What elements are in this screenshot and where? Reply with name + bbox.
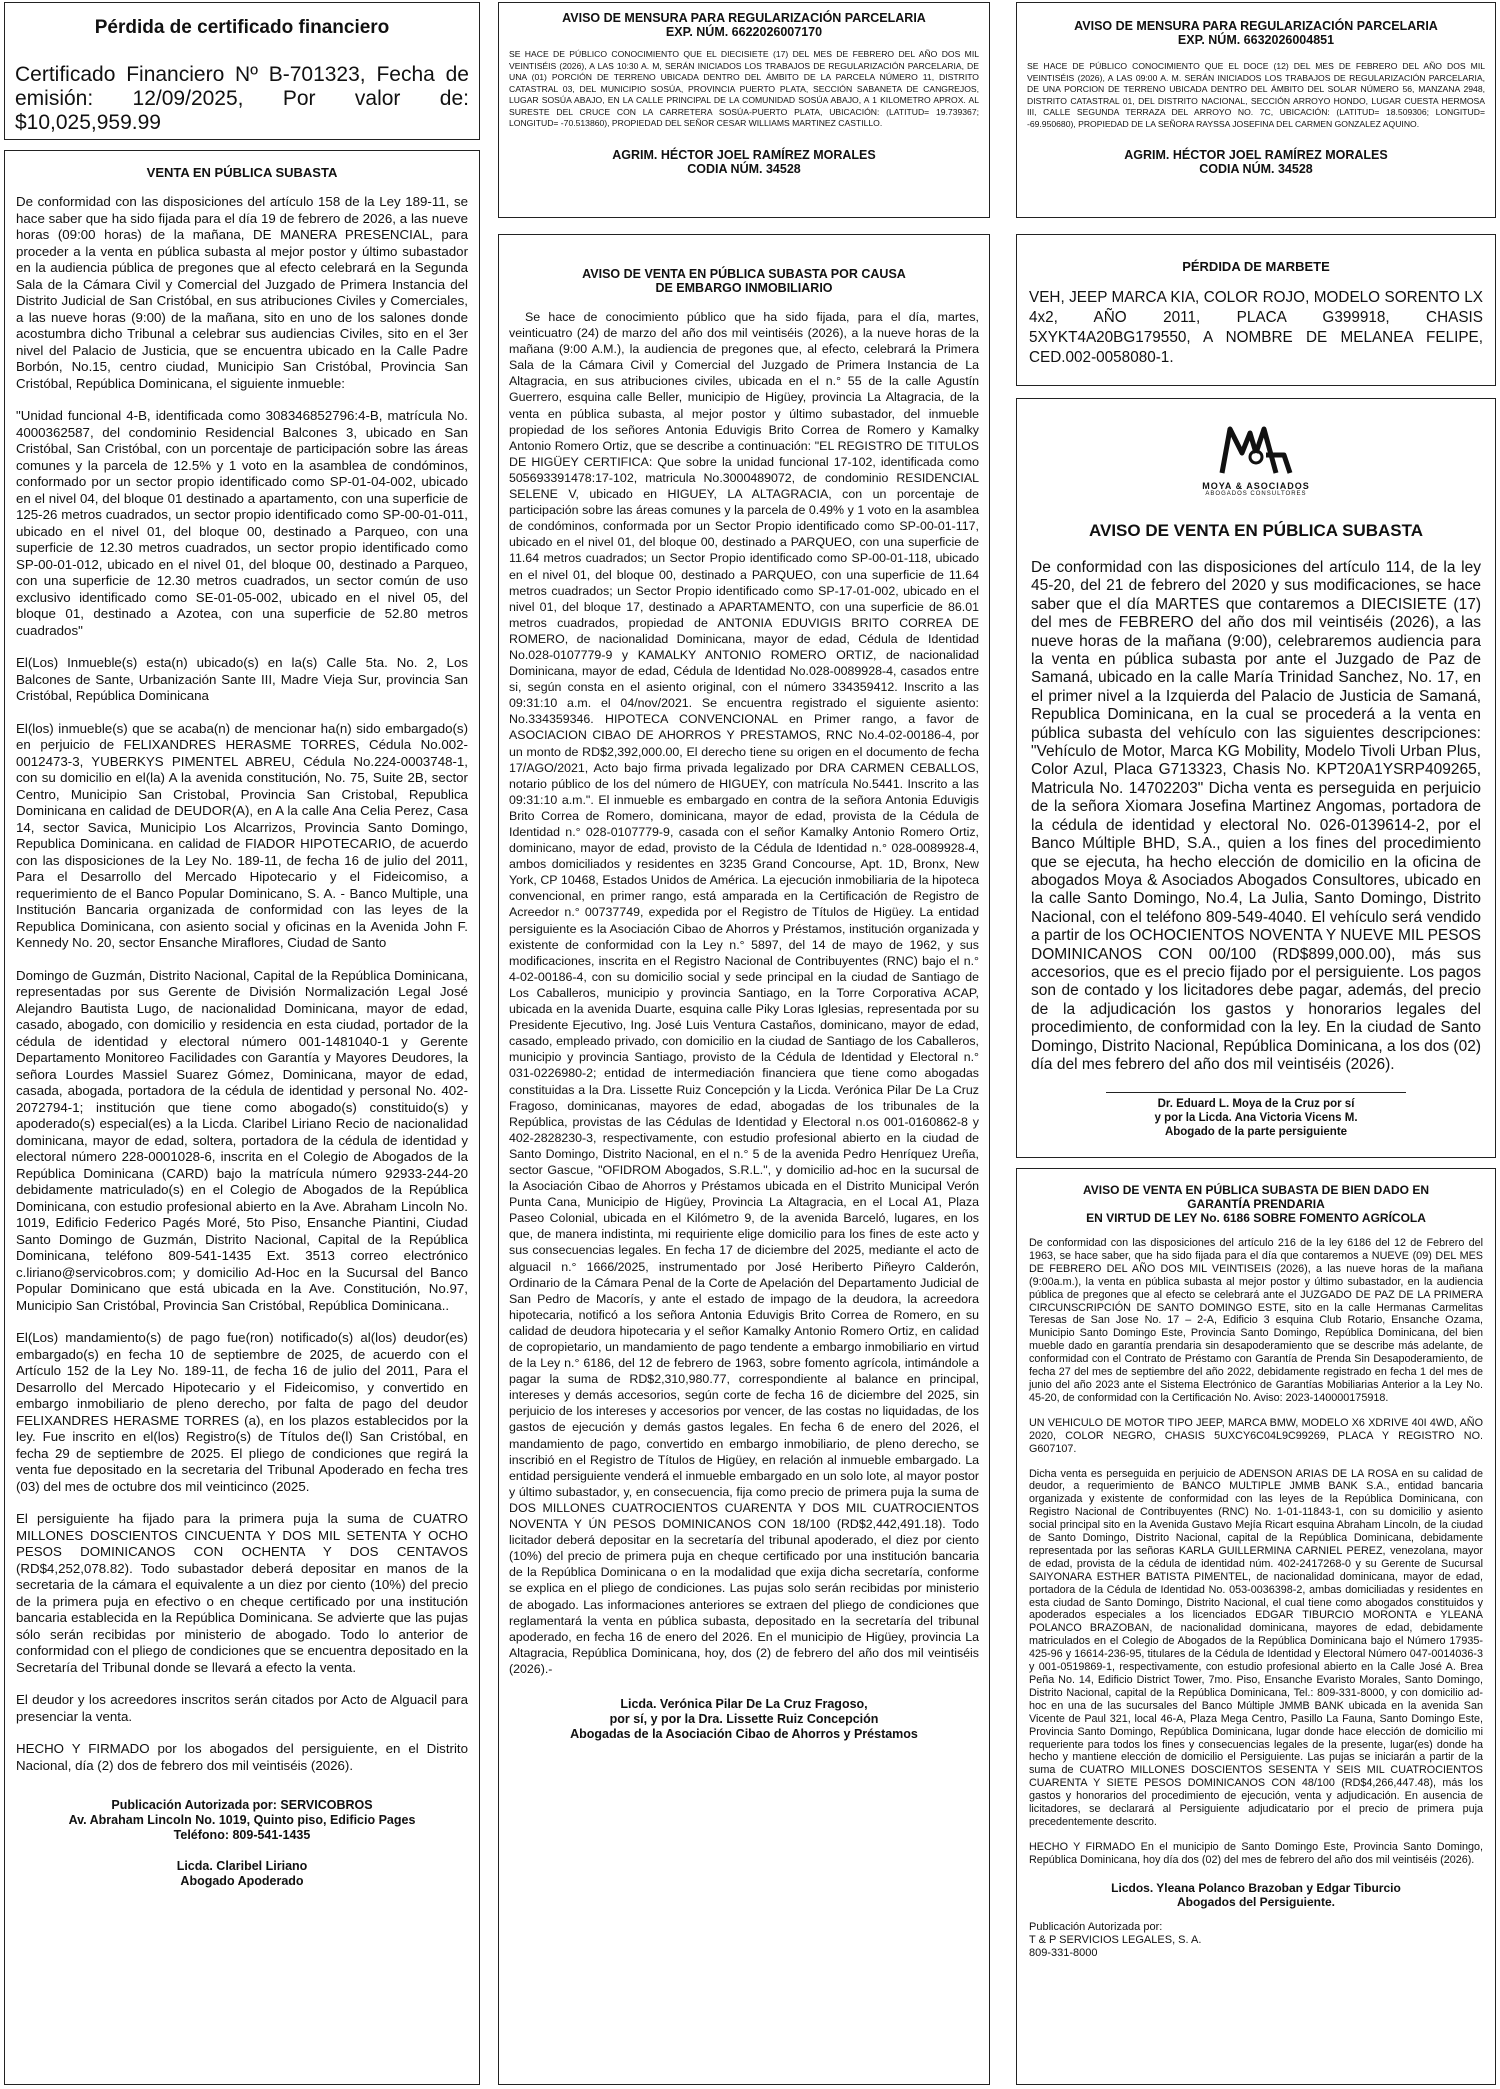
marbete-notice bbox=[1016, 234, 1496, 386]
moya-logo-icon bbox=[1216, 423, 1296, 479]
embargo-signature-line: por sí, y por la Dra. Lissette Ruiz Concepción bbox=[609, 1711, 879, 1726]
cert-body: Certificado Financiero Nº B-701323, Fecha de emisión: 12/09/2025, Por valor de: $10,025,959.99 bbox=[15, 63, 469, 134]
venta-ss-signature-role: Abogado Apoderado bbox=[180, 1874, 304, 1888]
moya-signature-role: Abogado de la parte persiguiente bbox=[1164, 1126, 1348, 1139]
cert-title: Pérdida de certificado financiero bbox=[94, 17, 390, 38]
moya-signature-line: y por la Licda. Ana Victoria Vicens M. bbox=[1154, 1112, 1358, 1125]
prenda-paragraph: HECHO Y FIRMADO En el municipio de Santo Domingo Este, Provincia Santo Domingo, República Dominicana, hoy día dos (02) del mes de febrero del año dos mil veintiséis (2026). bbox=[1029, 1840, 1483, 1866]
prenda-title-line: GARANTÍA PRENDARIA bbox=[1187, 1197, 1325, 1211]
embargo-notice bbox=[498, 234, 990, 2085]
mensura-2-body: SE HACE DE PÚBLICO CONOCIMIENTO QUE EL DOCE (12) DEL MES DE FEBRERO DEL AÑO DOS MIL VEINTISÉIS (2026), A LAS 09:00 A. M. SERÁN INICIADOS LOS TRABAJOS DE REGULARIZACIÓN PARCELARIA, DE UNA PORCION DE TERRENO UBICADA DENTRO DEL ÁMBITO DEL SOLAR NÚMERO 56, MANZANA 2948, DISTRITO CATASTRAL 01, DEL DISTRITO NACIONAL, SECCIÓN ARROYO HONDO, LUGAR CUESTA HERMOSA III, CALLE SEGUNDA TERRAZA DEL ARROYO NO. 7C, UBICACIÓN: (LATITUD= 18.509306; LONGITUD= -69.950680), PROPIEDAD DE LA SEÑORA RAYSSA JOSEFINA DEL CARMEN GONZALEZ AQUINO. bbox=[1027, 61, 1485, 129]
venta-ss-signature: Licda. Claribel Liriano bbox=[176, 1859, 308, 1873]
venta-ss-notice bbox=[4, 150, 480, 2085]
venta-ss-paragraph: El(los) inmueble(s) que se acaba(n) de mencionar ha(n) sido embargado(s) en perjuicio de FELIXANDRES HERASME TORRES, Cédula No.002-0012473-3, YUBERKYS PIMENTEL ABREU, Cédula No.224-0003748-1, con su domicilio en el(la) A la avenida constitución, No. 75, Suite 2B, sector Centro, Municipio San Cristobal, Provincia San Cristobal, Republica Dominicana en calidad de DEUDOR(A), en A la calle Ana Celia Perez, Casa 14, sector Savica, Municipio Los Alcarrizos, Provincia Santo Domingo, Republica Dominicana. en calidad de FIADOR HIPOTECARIO, de acuerdo con las disposiciones de la Ley No. 189-11, de fecha 16 de julio del 2011, Para el Desarrollo del Mercado Hipotecario y el Fideicomiso, a requerimiento de el Banco Popular Dominicano, S. A. - Banco Multiple, una Institución Bancaria organizada de conformidad con las leyes de la Republica Dominicana, con asiento social y oficinas en la Avenida John F. Kennedy No. 20, sector Ensanche Miraflores, Ciudad de Santo bbox=[16, 720, 468, 950]
prenda-paragraph: De conformidad con las disposiciones del artículo 216 de la ley 6186 del 12 de Febrero del 1963, se hace saber, que ha sido fijada para el día que contaremos a NUEVE (09) DEL MES DE FEBRERO DEL AÑO DOS MIL VEINTISEIS (2026), a las nueve horas de la mañana (9:00a.m.), la venta en pública subasta al mejor postor y último subastador, en la audiencia pública de pregones que al efecto se celebrará ante el JUZGADO DE PAZ DE LA PRIMERA CIRCUNSCRIPCIÓN DE SANTO DOMINGO ESTE, sito en la calle Hermanas Carmelitas Teresas de San Jose No. 17 – 2-A, Edificio 3 esquina Club Rotario, Ensanche Ozama, Municipio Santo Domingo Este, Provincia Santo Domingo, República Dominicana, del bien mueble dado en garantía prendaria sin desapoderamiento que se describe más adelante, de conformidad con el Contrato de Préstamo con Garantía de Prenda Sin Desapoderamiento, de fecha 27 del mes de septiembre del año 2022, debidamente registrado en fecha 1 del mes de junio del año 2023 ante el Sistema Electrónico de Garantías Mobiliarias Anterior a la Ley No. 45-20, de conformidad con la Certificación No. Aviso: 2023-140000175918. bbox=[1029, 1237, 1483, 1404]
mensura-1-body: SE HACE DE PÚBLICO CONOCIMIENTO QUE EL DIECISIETE (17) DEL MES DE FEBRERO DEL AÑO DOS MIL VEINTISÉIS (2026), A LAS 10:30 A. M, SERÁN INICIADOS LOS TRABAJOS DE REGULARIZACIÓN PARCELARIA, DE UNA (01) PORCIÓN DE TERRENO UBICADA DENTRO DEL ÁMBITO DE LA PARCELA NÚMERO 11, DISTRITO CATASTRAL 03, DEL MUNICIPIO SOSÚA, PROVINCIA PUERTO PLATA, SECCIÓN SABANETA DE CANGREJOS, LUGAR SOSÚA ABAJO, EN LA CALLE PRINCIPAL DE LA COMUNIDAD SOSÚA ABAJO, A 1 KILOMETRO APROX. AL SURESTE DEL CRUCE CON LA CARRETERA SOSÚA-PUERTO PLATA, UBICACIÓN: (LATITUD= 19.739367; LONGITUD= -70.513860), PROPIEDAD DEL SEÑOR CESAR WILLIAMS MARTINEZ CASTILLO. bbox=[509, 49, 979, 128]
prenda-signature: Licdos. Yleana Polanco Brazoban y Edgar Tiburcio bbox=[1111, 1880, 1401, 1895]
embargo-subtitle: DE EMBARGO INMOBILIARIO bbox=[655, 281, 833, 295]
venta-ss-publication bbox=[16, 1798, 468, 1889]
prenda-signature-role: Abogados del Persiguiente. bbox=[1176, 1894, 1336, 1909]
prenda-publication bbox=[1029, 1921, 1483, 1960]
mensura-1-title: AVISO DE MENSURA PARA REGULARIZACIÓN PARCELARIA bbox=[562, 11, 926, 25]
venta-ss-body bbox=[16, 194, 468, 1774]
venta-ss-title: VENTA EN PÚBLICA SUBASTA bbox=[146, 165, 338, 180]
prenda-body bbox=[1029, 1237, 1483, 1867]
venta-ss-pub-line: Teléfono: 809-541-1435 bbox=[173, 1828, 311, 1842]
venta-ss-pub-line: Av. Abraham Lincoln No. 1019, Quinto piso, Edificio Pages bbox=[68, 1813, 416, 1827]
mensura-notice-1 bbox=[498, 2, 990, 218]
moya-notice bbox=[1016, 398, 1496, 1158]
prenda-title: AVISO DE VENTA EN PÚBLICA SUBASTA DE BIEN DADO EN bbox=[1082, 1183, 1430, 1197]
mensura-2-codia: CODIA NÚM. 34528 bbox=[1199, 162, 1313, 176]
venta-ss-paragraph: El persiguiente ha fijado para la primera puja la suma de CUATRO MILLONES DOSCIENTOS CINCUENTA Y DOS MIL SETENTA Y OCHO PESOS DOMINICANOS CON OCHENTA Y DOS CENTAVOS (RD$4,252,078.82). Todo subastador deberá depositar en manos de la secretaria de la cámara el equivalente a un diez por ciento (10%) del precio de la primera puja en efectivo o en cheque certificado por una institución bancaria establecida en la República Dominicana. Se advierte que las pujas sólo serán recibidas por ministerio de abogado. Todo lo anterior de conformidad con el pliego de condiciones que se encuentra depositado en la Secretaría del Tribunal donde se llevará a efecto la venta. bbox=[16, 1511, 468, 1675]
cert-notice bbox=[4, 2, 480, 140]
prenda-pub-line: Publicación Autorizada por: bbox=[1029, 1920, 1163, 1933]
moya-signature-block bbox=[1031, 1097, 1481, 1139]
mensura-2-expediente: EXP. NÚM. 6632026004851 bbox=[1177, 33, 1335, 47]
moya-logo-name: MOYA & ASOCIADOS bbox=[1202, 481, 1310, 491]
mensura-notice-2 bbox=[1016, 2, 1496, 218]
embargo-body: Se hace de conocimiento público que ha sido fijada, para el día, martes, veinticuatro (24) de marzo del año dos mil veintiséis (2026), a la nueve horas de la mañana (9:00 A.M.), la audiencia de pregones que, al efecto, celebrará la Primera Sala de la Cámara Civil y Comercial del Juzgado de Primera Instancia de La Altagracia, en sus atribuciones civiles, ubicada en el n.° 55 de la calle Agustín Guerrero, esquina calle Beller, municipio de Higüey, provincia La Altagracia, de la venta en pública subasta, al mejor postor y último subastador, del inmueble propiedad de los señores Antonia Eduvigis Brito Correa de Romero y Kamalky Antonio Romero Ortiz, que se describe a continuación: "EL REGISTRO DE TITULOS DE HIGÜEY CERTIFICA: Que sobre la unidad funcional 17-102, identificada como 505693391478:17-102, matricula No.3000489072, de condominio RESIDENCIAL SELENE V, ubicado en HIGUEY, LA ALTAGRACIA, con un porcentaje de participación sobre las áreas comunes y la parcela de 0.49% y 1 voto en la asamblea de condóminos, conformada por un Sector Propio identificado como SP-00-01-117, ubicado en el nivel 01, del bloque 00, destinado a PARQUEO, con una superficie de 11.64 metros cuadrados; un Sector Propio identificado como SP-00-01-118, ubicado en el nivel 01, del bloque 00, destinado a PARQUEO, con una superficie de 11.64 metros cuadrados; un Sector Propio identificado como SP-17-01-002, ubicado en el nivel 01, del bloque 17, destinado a APARTAMENTO, con una superficie de 86.01 metros cuadrados, propiedad de ANTONIA EDUVIGIS BRITO CORREA DE ROMERO, de nacionalidad Dominicana, mayor de edad, Cédula de Identidad No.028-0107779-9 y KAMALKY ANTONIO ROMERO ORTIZ, de nacionalidad Dominicana, mayor de edad, Cédula de Identidad No.028-0089928-4, casados entre si, según consta en el asiento original, con el número 334359412. Inscrito a las 09:31:10 a.m. el 04/nov/2021. Se encuentra registrado el siguiente asiento: No.334359346. HIPOTECA CONVENCIONAL en Primer rango, a favor de ASOCIACION CIBAO DE AHORROS Y PRESTAMOS, RNC No.4-02-00186-4, por un monto de RD$2,392,000.00, El derecho tiene su origen en el documento de fecha 17/AGO/2021, Acto bajo firma privada legalizado por DRA CARMEN CEBALLOS, notario público de los del número de HIGUEY, con matrícula No.5441. Inscrito a las 09:31:10 a.m.". El inmueble es embargado en contra de la señora Antonia Eduvigis Brito Correa de Romero, dominicana, mayor de edad, provista de la Cédula de Identidad n.° 028-0107779-9, casada con el señor Kamalky Antonio Romero Ortiz, dominicano, mayor de edad, provisto de la Cédula de Identidad n.° 028-0089928-4, ambos domiciliados y residentes en 3235 Grand Concourse, Apt. 1D, Bronx, New York, CP 10468, Estados Unidos de América. La ejecución inmobiliaria de la hipoteca convencional, en primer rango, está amparada en la Certificación de Registro de Acreedor n.° 00737749, expedida por el Registro de Títulos de Higüey. La entidad persiguiente es la Asociación Cibao de Ahorros y Préstamos, institución organizada y existente de conformidad con la Ley n.° 5897, del 14 de mayo de 1962, y sus modificaciones, inscrita en el Registro Nacional de Contribuyentes (RNC) bajo el n.° 4-02-00186-4, con su domicilio social y sede principal en la ciudad de Santiago de Los Caballeros, municipio y provincia Santiago, en la Torre Corporativa ACAP, ubicada en la avenida Duarte, esquina calle Piky Loras Iglesias, representada por su Presidente Ejecutivo, Ing. José Luis Ventura Castaños, dominicano, mayor de edad, casado, empleado privado, con domicilio en la ciudad de Santiago de los Caballeros, municipio y provincia Santiago, provisto de la Cédula de Identidad y Electoral n.° 031-0226980-2; entidad de intermediación financiera que tiene como abogadas constituidas a la Dra. Lissette Ruiz Concepción y la Licda. Verónica Pilar De La Cruz Fragoso, dominicanas, mayores de edad, abogadas de los tribunales de la República, provistas de las Cédulas de Identidad y Electoral n.os 001-0160862-8 y 402-2828230-3, respectivamente, con estudio profesional abierto en la ciudad de Santo Domingo, Distrito Nacional, en el n.° 5 de la avenida Pedro Henríquez Ureña, sector Gascue, "OFIDROM Abogados, S.R.L.", y domicilio ad-hoc en la sucursal de la Asociación Cibao de Ahorros y Préstamos ubicada en el Distrito Municipal Verón Punta Cana, Municipio de Higüey, Provincia La Altagracia, en el Local A1, Plaza Paseo Colonial, ubicada en el Kilómetro 9, de la avenida Barceló, lugares, en los que, de manera indistinta, mi requiriente elige domicilio para los fines de este acto y sus consecuencias legales. En fecha 17 de diciembre del 2025, mediante el acto de alguacil n.° 1666/2025, instrumentado por José Heriberto Piñeyro Calderón, Ordinario de la Cámara Penal de la Corte de Apelación del Departamento Judicial de San Pedro de Macorís, y ante el estado de impago de la deudora, la acreedora hipotecaria, notificó a los señora Antonia Eduvigis Brito Correa de Romero, en su calidad de deudora hipotecaria y el señor Kamalky Antonio Romero Ortiz, en calidad de copropietario, un mandamiento de pago tendente a embargo inmobiliario en virtud de la Ley n.° 6186, del 12 de febrero de 1963, sobre fomento agrícola, intimándole a pagar la suma de RD$2,310,980.77, correspondiente al balance en principal, intereses y demás accesorios, según corte de fecha 16 de diciembre del 2025, sin perjuicio de los intereses y accesorios por vencer, de las costas no liquidadas, de los gastos de ejecución y demás gastos legales. En fecha 6 de enero del 2026, el mandamiento de pago, convertido en embargo inmobiliario, de pleno derecho, se inscribió en el Registro de Títulos de Higüey, en relación al inmueble embargado. La entidad persiguiente venderá el inmueble embargado en un solo lote, al mayor postor y último subastador, y, en consecuencia, fija como precio de primera puja la suma de DOS MILLONES CUATROCIENTOS CUARENTA Y DOS MIL CUATROCIENTOS NOVENTA Y ÚN PESOS DOMINICANOS CON 18/100 (RD$2,442,491.18). Todo licitador deberá depositar en la secretaría del tribunal apoderado, el diez por ciento (10%) del precio de primera puja en cheque certificado por una institución bancaria de la República Dominicana o en la modalidad que exija dicha secretaría, conforme se explica en el pliego de condiciones. Las pujas solo serán recibidas por ministerio de abogado. Las informaciones anteriores se extraen del pliego de condiciones que reglamentará la venta en pública subasta, depositado en la secretaría del tribunal apoderado, en fecha 16 de enero del 2026. En el municipio de Higüey, provincia La Altagracia, República Dominicana, hoy, dos (2) de febrero del año dos mil veintiséis (2026).- bbox=[509, 310, 979, 1676]
venta-ss-paragraph: De conformidad con las disposiciones del artículo 158 de la Ley 189-11, se hace saber que ha sido fijada para el día 19 de febrero de 2026, a las nueve horas (09:00 horas) de la mañana, DE MANERA PRESENCIAL, para proceder a la venta en pública subasta al mejor postor y último subastador en la audiencia pública de pregones que al efecto celebrará en la Segunda Sala de la Cámara Civil y Comercial del Juzgado de Primera Instancia del Distrito Judicial de San Cristóbal, en sus atribuciones Civiles y Comerciales, a las nueve horas (9:00) de la mañana, sito en uno de los salones donde acostumbra dicho Tribunal a celebrar sus audiencias Civiles, sito en el 3er nivel del Palacio de Justicia, que se encuentra ubicado en la Calle Padre Borbón, No.15, centro ciudad, Municipio San Cristóbal, Provincia San Cristóbal, República Dominicana, el siguiente inmueble: bbox=[16, 194, 468, 391]
venta-ss-paragraph: "Unidad funcional 4-B, identificada como 308346852796:4-B, matrícula No. 4000362587, del condominio Residencial Balcones 3, ubicado en San Cristóbal, San Cristóbal, con un porcentaje de participación sobre las áreas comunes y la parcela de 12.5% y 1 voto en la asamblea de condóminos, conformado por un sector propio identificado como SP-01-04-002, ubicado en el nivel 04, del bloque 01 destinado a apartamento, con una superficie de 125-26 metros cuadrados, un sector propio identificado como SP-00-01-011, ubicado en el nivel 01, del bloque 00, destinado a Parqueo, con una superficie de 12.30 metros cuadrados, un sector propio identificado como SP-00-01-012, ubicado en el nivel 01, del bloque 00, destinado a Parqueo, con una superficie de 12.30 metros cuadrados, un sector común de uso exclusivo identificado como SE-01-05-002, ubicado en el nivel 05, del bloque 01, destinado a Azotea, con una superficie de 52.80 metros cuadrados" bbox=[16, 408, 468, 638]
mensura-1-expediente: EXP. NÚM. 6622026007170 bbox=[665, 25, 823, 39]
embargo-signature-block bbox=[509, 1697, 979, 1742]
prenda-paragraph: Dicha venta es perseguida en perjuicio de ADENSON ARIAS DE LA ROSA en su calidad de deudor, a requerimiento de BANCO MULTIPLE JMMB BANK S.A., entidad bancaria organizada y existente de conformidad con las leyes de la República Dominicana, con Registro Nacional de Contribuyentes (RNC) No. 1-01-11843-1, con su domicilio y asiento social principal sito en la Avenida Gustavo Mejía Ricart esquina Abraham Lincoln, de la ciudad de Santo Domingo, Distrito Nacional, capital de la República Dominicana, debidamente representada por las señoras KARLA GUILLERMINA CARNIEL PEREZ, venezolana, mayor de edad, provista de la cédula de identidad núm. 402-2417268-0 y su Gerente de Sucursal SAIYONARA ESTHER BATISTA PIMENTEL, de nacionalidad dominicana, mayor de edad, portadora de la Cédula de Identidad No. 053-0036398-2, ambas domiciliadas y residentes en esta ciudad de Santo Domingo, Distrito Nacional, el cual tiene como abogados constituidos y apoderados especiales a los licenciados EDGAR TIBURCIO MORONTA e YLEANA POLANCO BRAZOBAN, de nacionalidad dominicana, mayores de edad, debidamente matriculados en el Colegio de Abogados de la República Dominicana bajo el Número 17935-425-96 y 16614-236-95, titulares de la Cédula de Identidad y Electoral Número 047-0014036-3 y 001-0519869-1, respectivamente, con estudio profesional abierto en la Calle José A. Brea Peña No. 14, Edificio District Tower, 7mo. Piso, Ensanche Evaristo Morales, Santo Domingo, Distrito Nacional, capital de la República Dominicana, Tel.: 809-331-8000, y con domicilio ad-hoc en una de las sucursales del Banco Múltiple JMMB BANK ubicada en la avenida San Vicente de Paul 321, local 46-A, Plaza Mega Centro, Pasillo La Fauna, Santo Domingo Este, Provincia Santo Domingo, República Dominicana, lugar donde hace elección de domicilio mi requeriente para todos los fines y consecuencias legales de la presente, lugar(es) donde ha hecho y mantiene elección de domicilio el Persiguiente. Las pujas se iniciarán a partir de la suma de CUATRO MILLONES DOSCIENTOS SESENTA Y SEIS MIL CUATROCIENTOS CUARENTA Y SIETE PESOS DOMINICANOS CON 48/100 (RD$4,266,447.48), más los gastos y honorarios del procedimiento de ejecución, venta y adjudicación. En ausencia de licitadores, se declarará al Persiguiente adjudicatario por el precio de primera puja precedentemente descrito. bbox=[1029, 1467, 1483, 1828]
moya-logo-sub: ABOGADOS CONSULTORES bbox=[1205, 491, 1307, 497]
moya-body: De conformidad con las disposiciones del artículo 114, de la ley 45-20, del 21 de febrero del 2020 y sus modificaciones, se hace saber que el día MARTES que contaremos a DIECISIETE (17) del mes de FEBRERO del año dos mil veintiséis (2026), a las nueve horas de la mañana (9:00), celebraremos audiencia para la venta en pública subasta por ante el Juzgado de Paz de Samaná, ubicado en la calle María Trinidad Sanchez, No. 17, en el primer nivel a la Izquierda del Palacio de Justicia de Samaná, Republica Dominicana, en la cual se procederá a la venta en pública subasta del vehículo con las siguientes descripciones: "Vehículo de Motor, Marca KG Mobility, Modelo Tivoli Urban Plus, Color Azul, Placa G713323, Chasis No. KPT20A1YSRP409265, Matricula No. 14702203" Dicha venta es perseguida en perjuicio de la señora Xiomara Josefina Martinez Angomas, portadora de la cédula de identidad y electoral No. 026-0139614-2, por el Banco Múltiple BHD, S.A., quien a los fines del procedimiento que se ejecuta, ha hecho elección de domicilio en la oficina de abogados Moya & Asociados Abogados Consultores, ubicado en la calle Santo Domingo, No.4, La Julia, Santo Domingo, Distrito Nacional, con el teléfono 809-549-4040. El vehículo será vendido a partir de los OCHOCIENTOS NOVENTA Y NUEVE MIL PESOS DOMINICANOS CON 00/100 (RD$899,000.00), más sus accesorios, que es el precio fijado por el persiguiente. Los pagos son de contado y los licitadores debe pagar, además, del precio de la adjudicación los gastos y honorarios legales del procedimiento, de conformidad con la ley. En la ciudad de Santo Domingo, Distrito Nacional, República Dominicana, a los dos (02) día del mes febrero del año dos mil veintiséis (2026). bbox=[1031, 559, 1481, 1073]
mensura-2-title: AVISO DE MENSURA PARA REGULARIZACIÓN PARCELARIA bbox=[1074, 19, 1438, 33]
venta-ss-paragraph: El(Los) mandamiento(s) de pago fue(ron) notificado(s) al(los) deudor(es) embargado(s) en fecha 10 de septiembre de 2025, de acuerdo con el Artículo 152 de la Ley No. 189-11, de fecha 16 de julio del 2011, Para el Desarrollo del Mercado Hipotecario y el Fideicomiso, y convertido en embargo inmobiliario de pleno derecho, por falta de pago del deudor FELIXANDRES HERASME TORRES (a), en los plazos establecidos por la ley. Fue inscrito en el(los) Registro(s) de Títulos de(l) San Cristóbal, en fecha 29 de septiembre de 2025. El pliego de condiciones que regirá la venta fue depositado en la secretaria del Tribunal Apoderado en fecha tres (03) del mes de octubre dos mil veinticinco (2025. bbox=[16, 1330, 468, 1494]
prenda-paragraph: UN VEHICULO DE MOTOR TIPO JEEP, MARCA BMW, MODELO X6 XDRIVE 40I 4WD, AÑO 2020, COLOR NEGRO, CHASIS 5UXCY6C04L9C99269, PLACA Y REGISTRO NO. G607107. bbox=[1029, 1416, 1483, 1455]
venta-ss-pub-line: Publicación Autorizada por: SERVICOBROS bbox=[111, 1798, 373, 1812]
moya-signature-rule bbox=[1106, 1092, 1406, 1093]
embargo-title: AVISO DE VENTA EN PÚBLICA SUBASTA POR CAUSA bbox=[582, 267, 906, 281]
marbete-body: VEH, JEEP MARCA KIA, COLOR ROJO, MODELO SORENTO LX 4x2, AÑO 2011, PLACA G399918, CHASIS 5XYKT4A20BG179550, A NOMBRE DE MELANEA FELIPE, CED.002-0058080-1. bbox=[1029, 289, 1483, 366]
moya-logo bbox=[1031, 423, 1481, 497]
venta-ss-paragraph: El deudor y los acreedores inscritos serán citados por Acto de Alguacil para presenciar la venta. bbox=[16, 1692, 468, 1724]
marbete-title: PÉRDIDA DE MARBETE bbox=[1182, 259, 1330, 274]
venta-ss-paragraph: Domingo de Guzmán, Distrito Nacional, Capital de la República Dominicana, representadas por sus Gerente de División Normalización Legal José Alejandro Bautista Lugo, de nacionalidad Dominicana, mayor de edad, casado, abogado, con domicilio y residencia en esta ciudad, portador de la cédula de identidad y electoral número 001-1481040-1 y Gerente Departamento Monitoreo Facilidades con Garantía y Mayores Deudores, la señora Lourdes Massiel Suarez Gómez, Dominicana, mayor de edad, casada, abogada, portadora de la cédula de identidad y personal No. 402-2072794-1; institución que tiene como abogado(s) constituido(s) y apoderado(s) especial(es) a la Licda. Claribel Liriano Recio de nacionalidad dominicana, mayor de edad, soltera, portadora de la cédula de identidad y electoral número 228-0001028-6, inscrita en el Colegio de Abogados de la República Dominicana (CARD) bajo la matrícula número 92933-244-20 debidamente matriculado(s) en el Colegio de Abogados de la República Dominicana, con estudio profesional abierto en la Ave. Abraham Lincoln No. 1019, Edificio Federico Pagés Moré, 5to Piso, Ensanche Piantini, Ciudad Santo Domingo de Guzmán, Distrito Nacional, Capital de la República Dominicana, teléfono 809-541-1435 Ext. 3513 correo electrónico c.liriano@servicobros.com; y domicilio Ad-Hoc en la Sucursal del Banco Popular Dominicano que está ubicada en la Ave. Constitución, No.97, Municipio San Cristóbal, Provincia San Cristóbal, República Dominicana.. bbox=[16, 967, 468, 1313]
moya-signature: Dr. Eduard L. Moya de la Cruz por sí bbox=[1157, 1098, 1355, 1111]
prenda-pub-line: T & P SERVICIOS LEGALES, S. A. bbox=[1029, 1933, 1202, 1946]
mensura-2-signature: AGRIM. HÉCTOR JOEL RAMÍREZ MORALES bbox=[1124, 148, 1388, 162]
mensura-1-signature: AGRIM. HÉCTOR JOEL RAMÍREZ MORALES bbox=[612, 147, 876, 162]
moya-title: AVISO DE VENTA EN PÚBLICA SUBASTA bbox=[1088, 521, 1424, 540]
venta-ss-paragraph: HECHO Y FIRMADO por los abogados del persiguiente, en el Distrito Nacional, día (2) dos de febrero dos mil veintiséis (2026). bbox=[16, 1741, 468, 1773]
prenda-notice bbox=[1016, 1168, 1496, 2085]
prenda-title-law: EN VIRTUD DE LEY No. 6186 SOBRE FOMENTO AGRÍCOLA bbox=[1086, 1211, 1426, 1225]
prenda-pub-line: 809-331-8000 bbox=[1029, 1946, 1098, 1959]
venta-ss-paragraph: El(Los) Inmueble(s) esta(n) ubicado(s) en la(s) Calle 5ta. No. 2, Los Balcones de Sante, Urbanización Sante III, Madre Vieja Sur, provincia San Cristóbal, República Dominicana bbox=[16, 655, 468, 703]
embargo-signature: Licda. Verónica Pilar De La Cruz Fragoso, bbox=[620, 1696, 868, 1711]
embargo-signature-role: Abogadas de la Asociación Cibao de Ahorros y Préstamos bbox=[570, 1726, 918, 1741]
mensura-1-codia: CODIA NÚM. 34528 bbox=[687, 161, 801, 176]
